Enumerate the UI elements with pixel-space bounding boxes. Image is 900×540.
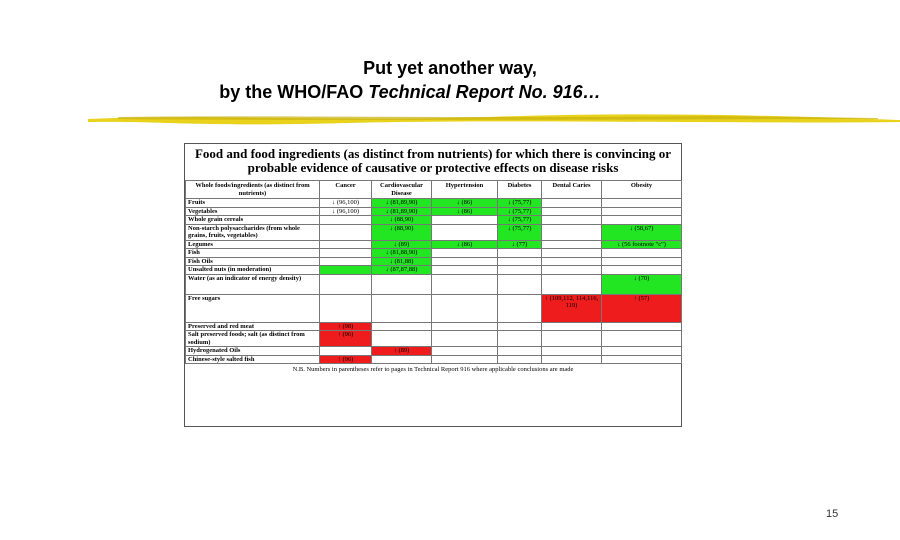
brush-stroke-divider (88, 110, 900, 126)
food-cell: Legumes (186, 240, 320, 249)
obesity-cell (602, 207, 682, 216)
diabetes-cell (498, 347, 542, 356)
table-row (186, 322, 682, 331)
cvd-cell (372, 322, 432, 331)
cancer-cell (320, 240, 372, 249)
cvd-cell (372, 274, 432, 294)
food-cell: Preserved and red meat (186, 322, 320, 331)
cancer-cell (320, 347, 372, 356)
table-header-row (186, 181, 682, 199)
col-header: Cancer (320, 181, 372, 199)
cancer-cell (320, 224, 372, 240)
food-disease-table (184, 143, 682, 427)
hypertension-cell (432, 249, 498, 258)
cvd-cell: ↓ (81,89,90) (372, 199, 432, 208)
hypertension-cell (432, 294, 498, 322)
diabetes-cell (498, 249, 542, 258)
slide-title-line2 (100, 82, 720, 103)
diabetes-cell: ↓ (75,77) (498, 216, 542, 225)
hypertension-cell: ↓ (86) (432, 199, 498, 208)
hypertension-cell (432, 347, 498, 356)
cvd-cell: ↓ (87,87,88) (372, 266, 432, 275)
diabetes-cell (498, 257, 542, 266)
hypertension-cell (432, 216, 498, 225)
cancer-cell (320, 274, 372, 294)
table-row (186, 224, 682, 240)
caries-cell (542, 240, 602, 249)
obesity-cell (602, 257, 682, 266)
obesity-cell (602, 347, 682, 356)
col-header: Whole foods/ingredients (as distinct from nutrients) (186, 181, 320, 199)
evidence-table (185, 180, 682, 364)
obesity-cell (602, 199, 682, 208)
caries-cell (542, 207, 602, 216)
caries-cell (542, 322, 602, 331)
diabetes-cell: ↓ (75,77) (498, 199, 542, 208)
obesity-cell (602, 355, 682, 364)
obesity-cell: ↓ (70) (602, 274, 682, 294)
obesity-cell (602, 266, 682, 275)
diabetes-cell (498, 266, 542, 275)
food-cell: Fish (186, 249, 320, 258)
col-header: Hypertension (432, 181, 498, 199)
cancer-cell (320, 294, 372, 322)
obesity-cell: ↓ (58,67) (602, 224, 682, 240)
diabetes-cell (498, 331, 542, 347)
col-header: Cardiovascular Disease (372, 181, 432, 199)
cvd-cell: ↓ (81,89,90) (372, 207, 432, 216)
obesity-cell: ↓ (56 footnote "c") (602, 240, 682, 249)
table-row (186, 294, 682, 322)
table-row (186, 266, 682, 275)
hypertension-cell (432, 257, 498, 266)
diabetes-cell (498, 294, 542, 322)
table-footnote: N.B. Numbers in parentheses refer to pages in Technical Report 916 where applicable conclusions are made (292, 366, 574, 373)
diabetes-cell: ↓ (75,77) (498, 207, 542, 216)
food-cell: Whole grain cereals (186, 216, 320, 225)
table-row (186, 240, 682, 249)
cancer-cell (320, 266, 372, 275)
food-cell: Water (as an indicator of energy density) (186, 274, 320, 294)
caries-cell: ↑ (109,112, 114,116, 119) (542, 294, 602, 322)
obesity-cell (602, 249, 682, 258)
cancer-cell: ↓ (96,100) (320, 207, 372, 216)
table-row (186, 355, 682, 364)
cvd-cell: ↓ (81,88) (372, 257, 432, 266)
hypertension-cell: ↓ (86) (432, 240, 498, 249)
hypertension-cell (432, 224, 498, 240)
cvd-cell: ↓ (89) (372, 240, 432, 249)
cancer-cell: ↓ (96,100) (320, 199, 372, 208)
cvd-cell (372, 355, 432, 364)
title-plain: by the WHO/FAO (219, 82, 369, 102)
table-row (186, 216, 682, 225)
obesity-cell: ↑ (57) (602, 294, 682, 322)
caries-cell (542, 274, 602, 294)
cvd-cell: ↓ (88,90) (372, 216, 432, 225)
obesity-cell (602, 216, 682, 225)
table-row (186, 347, 682, 356)
col-header: Dental Caries (542, 181, 602, 199)
table-row (186, 257, 682, 266)
food-cell: Non-starch polysaccharides (from whole grains, fruits, vegetables) (186, 224, 320, 240)
cvd-cell: ↑ (89) (372, 347, 432, 356)
table-row (186, 249, 682, 258)
hypertension-cell (432, 322, 498, 331)
caries-cell (542, 257, 602, 266)
cvd-cell (372, 294, 432, 322)
hypertension-cell (432, 355, 498, 364)
hypertension-cell (432, 266, 498, 275)
hypertension-cell (432, 274, 498, 294)
food-cell: Fruits (186, 199, 320, 208)
diabetes-cell: ↓ (75,77) (498, 224, 542, 240)
caries-cell (542, 347, 602, 356)
hypertension-cell: ↓ (86) (432, 207, 498, 216)
table-row (186, 331, 682, 347)
cancer-cell: ↑ (96) (320, 331, 372, 347)
caries-cell (542, 216, 602, 225)
food-cell: Chinese-style salted fish (186, 355, 320, 364)
food-cell: Unsalted nuts (in moderation) (186, 266, 320, 275)
cancer-cell: ↑ (96) (320, 355, 372, 364)
obesity-cell (602, 331, 682, 347)
diabetes-cell (498, 274, 542, 294)
caries-cell (542, 331, 602, 347)
obesity-cell (602, 322, 682, 331)
diabetes-cell: ↓ (77) (498, 240, 542, 249)
col-header: Obesity (602, 181, 682, 199)
hypertension-cell (432, 331, 498, 347)
cvd-cell: ↓ (81,88,90) (372, 249, 432, 258)
table-row (186, 199, 682, 208)
food-cell: Free sugars (186, 294, 320, 322)
caries-cell (542, 266, 602, 275)
food-cell: Vegetables (186, 207, 320, 216)
food-cell: Fish Oils (186, 257, 320, 266)
food-cell: Salt preserved foods; salt (as distinct from sodium) (186, 331, 320, 347)
table-row (186, 274, 682, 294)
food-cell: Hydrogenated Oils (186, 347, 320, 356)
cancer-cell (320, 249, 372, 258)
cvd-cell: ↓ (88,90) (372, 224, 432, 240)
cvd-cell (372, 331, 432, 347)
col-header: Diabetes (498, 181, 542, 199)
table-heading: Food and food ingredients (as distinct from nutrients) for which there is convincing or probable evidence of causative or protective effects on disease risks (194, 146, 672, 175)
slide-title-line1: Put yet another way, (363, 58, 537, 78)
page-number: 15 (826, 508, 839, 520)
cancer-cell (320, 216, 372, 225)
diabetes-cell (498, 355, 542, 364)
caries-cell (542, 355, 602, 364)
cancer-cell (320, 257, 372, 266)
diabetes-cell (498, 322, 542, 331)
caries-cell (542, 224, 602, 240)
caries-cell (542, 199, 602, 208)
cancer-cell: ↑ (98) (320, 322, 372, 331)
caries-cell (542, 249, 602, 258)
title-italic: Technical Report No. 916… (368, 82, 601, 102)
table-row (186, 207, 682, 216)
